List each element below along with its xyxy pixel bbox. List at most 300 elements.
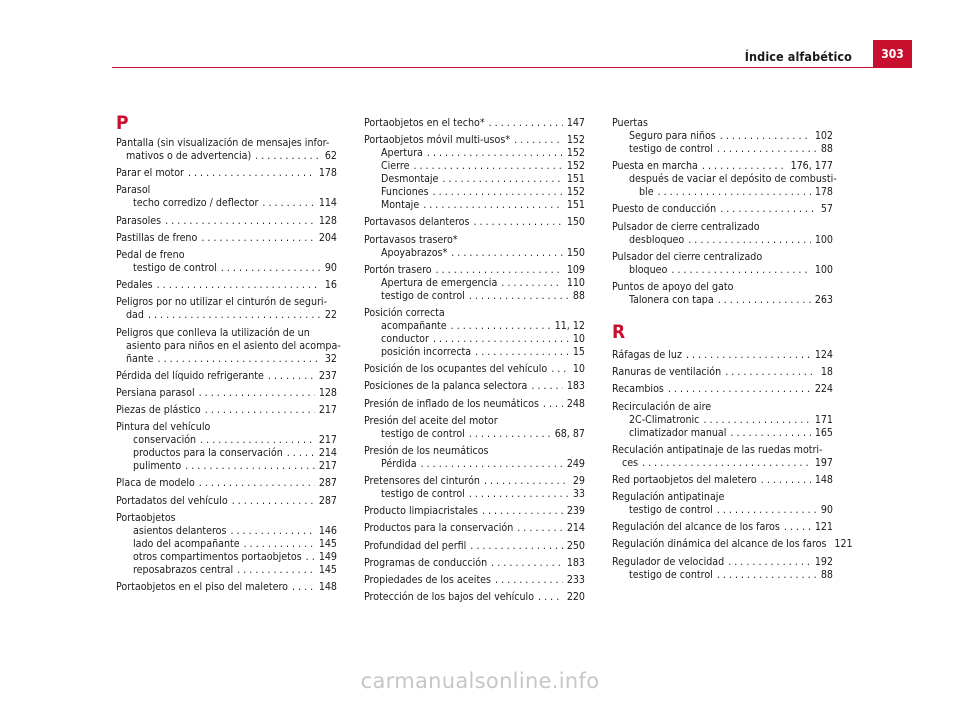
- index-entry: [612, 491, 833, 517]
- index-term-label: Portavasos delanteros: [364, 216, 470, 229]
- index-entry-text: Recirculación de aire: [612, 400, 712, 413]
- page-reference: 16: [324, 279, 337, 292]
- index-entry: [612, 203, 833, 216]
- index-entry: [364, 415, 585, 441]
- index-term-label: Regulador de velocidad: [612, 555, 725, 568]
- dot-leader: [668, 383, 811, 396]
- page-reference: 151: [566, 199, 585, 212]
- dot-leader: [451, 247, 563, 260]
- header-divider: [112, 67, 873, 68]
- index-entry-text: después de vaciar el depósito de combusti-: [629, 173, 837, 186]
- index-entry-text: Presión de los neumáticos: [364, 444, 489, 457]
- dot-leader: [201, 232, 315, 245]
- dot-leader: [306, 551, 315, 564]
- dot-leader: [469, 290, 569, 303]
- index-term-label: Portaobjetos móvil multi-usos*: [364, 134, 511, 147]
- index-term: [364, 134, 585, 147]
- index-entry: [364, 216, 585, 229]
- index-term: [612, 521, 833, 534]
- page-reference: 165: [814, 426, 833, 439]
- page-reference: 192: [814, 555, 833, 568]
- section-letter: P: [116, 112, 129, 134]
- index-subterm: [612, 234, 833, 247]
- page-reference: 88: [572, 289, 585, 302]
- dot-leader: [433, 186, 563, 199]
- index-term-label: Regulación del alcance de los faros: [612, 521, 780, 534]
- index-entry-text: Pantalla (sin visualización de mensajes infor-: [116, 137, 330, 149]
- index-term-label: testigo de control: [381, 289, 465, 302]
- index-entry: [612, 401, 833, 440]
- index-entry: [364, 522, 585, 535]
- index-entry: [364, 363, 585, 376]
- dot-leader: [473, 216, 562, 229]
- index-entry-text: Portavasos trasero*: [364, 233, 458, 246]
- index-term-label: testigo de control: [381, 427, 465, 440]
- index-term: [116, 232, 337, 245]
- index-entry: [116, 370, 337, 383]
- dot-leader: [482, 505, 563, 518]
- index-entry-text: Puntos de apoyo del gato: [612, 280, 734, 293]
- index-term: [364, 505, 585, 518]
- index-entry: [612, 221, 833, 247]
- index-term-label: Posiciones de la palanca selectora: [364, 380, 528, 393]
- dot-leader: [717, 569, 817, 582]
- dot-leader: [720, 130, 811, 143]
- page-reference: 109: [566, 263, 585, 276]
- index-subterm: [116, 262, 337, 275]
- index-term: [116, 581, 337, 594]
- dot-leader: [538, 591, 563, 604]
- page-reference: 22: [324, 309, 337, 322]
- index-term-label: Puesta en marcha: [612, 160, 698, 173]
- page-reference: 152: [566, 147, 585, 160]
- dot-leader: [688, 234, 811, 247]
- index-entry: [612, 251, 833, 277]
- dot-leader: [421, 458, 563, 471]
- index-entry: [116, 495, 337, 508]
- index-column-1: [116, 112, 341, 598]
- dot-leader: [686, 349, 811, 362]
- index-entry: [116, 477, 337, 490]
- dot-leader: [205, 404, 315, 417]
- index-entry-text: Pintura del vehículo: [116, 421, 211, 434]
- page-reference: 249: [566, 457, 585, 470]
- page-reference: 90: [820, 504, 833, 517]
- index-entry: [116, 296, 337, 322]
- index-term-label: Portón trasero: [364, 263, 432, 276]
- dot-leader: [501, 277, 563, 290]
- index-entry: [116, 512, 337, 577]
- index-entry: [116, 387, 337, 400]
- index-subterm: [364, 333, 585, 346]
- index-subterm: [364, 199, 585, 212]
- index-entry: [612, 521, 833, 534]
- index-term-label: Portaobjetos en el techo*: [364, 117, 485, 129]
- index-term: [612, 203, 833, 216]
- index-term-label: Puesto de conducción: [612, 203, 717, 216]
- dot-leader: [718, 294, 811, 307]
- index-term: [116, 387, 337, 400]
- index-subterm: [612, 264, 833, 277]
- index-entry: [612, 366, 833, 379]
- index-term: [612, 474, 833, 487]
- page-reference: 32: [324, 352, 337, 365]
- dot-leader: [188, 167, 315, 180]
- index-term: [364, 522, 585, 535]
- page-reference: 176, 177: [790, 160, 833, 173]
- page-reference: 233: [566, 574, 585, 586]
- index-term: [612, 538, 853, 551]
- index-term-label: Portaobjetos en el piso del maletero: [116, 581, 288, 593]
- dot-leader: [200, 434, 315, 447]
- index-term-label: testigo de control: [629, 504, 713, 517]
- index-term-label: ble: [639, 186, 654, 199]
- page-reference: 15: [572, 345, 585, 358]
- index-term-label: Seguro para niños: [629, 130, 716, 142]
- page-reference: 121: [814, 521, 833, 534]
- page-reference: 100: [814, 233, 833, 246]
- index-entry: [364, 445, 585, 471]
- index-subterm: [612, 569, 833, 582]
- index-term-label: dad: [126, 309, 144, 322]
- index-term-label: conservación: [133, 434, 197, 447]
- index-term-label: Ráfagas de luz: [612, 348, 682, 361]
- dot-leader: [491, 557, 563, 570]
- index-term-label: Parar el motor: [116, 167, 184, 180]
- index-entry: [116, 232, 337, 245]
- index-term-label: Pérdida: [381, 457, 417, 470]
- index-subterm: [612, 294, 833, 307]
- page-reference: 178: [318, 167, 337, 180]
- dot-leader: [268, 370, 315, 383]
- index-term-label: Pastillas de freno: [116, 231, 198, 244]
- index-term-label: Protección de los bajos del vehículo: [364, 591, 535, 604]
- dot-leader: [720, 203, 817, 216]
- dot-leader: [543, 398, 563, 411]
- index-term-label: reposabrazos central: [133, 563, 234, 576]
- index-term-label: Apoyabrazos*: [381, 246, 448, 259]
- dot-leader: [469, 488, 569, 501]
- dot-leader: [531, 380, 562, 393]
- dot-leader: [232, 495, 315, 508]
- page-reference: 248: [566, 397, 585, 410]
- index-term-label: conductor: [381, 332, 429, 345]
- dot-leader: [725, 366, 817, 379]
- index-term: [612, 160, 833, 173]
- index-term-label: otros compartimentos portaobjetos: [133, 550, 302, 563]
- index-entry-text: Portaobjetos: [116, 511, 176, 524]
- index-entry: [612, 444, 833, 470]
- index-entry: [612, 281, 833, 307]
- dot-leader: [157, 279, 321, 292]
- index-term-label: techo corredizo / deflector: [133, 197, 259, 210]
- index-term-label: Placa de modelo: [116, 477, 195, 490]
- dot-leader: [489, 117, 563, 130]
- index-term-label: testigo de control: [629, 143, 713, 155]
- index-entry: [116, 249, 337, 275]
- index-entry: [364, 380, 585, 393]
- index-subterm: [116, 525, 337, 538]
- index-subterm: [364, 277, 585, 290]
- page-reference: 287: [318, 494, 337, 507]
- index-subterm: [612, 186, 833, 199]
- index-subterm: [612, 130, 833, 143]
- index-subterm: [364, 290, 585, 303]
- index-entry: [116, 404, 337, 417]
- page-reference: 178: [814, 186, 833, 199]
- index-term-label: ces: [622, 456, 639, 469]
- index-term: [612, 366, 833, 379]
- page-reference: 217: [318, 460, 337, 473]
- page-reference: 102: [814, 130, 833, 142]
- index-subterm: [116, 564, 337, 577]
- page-reference: 128: [318, 214, 337, 227]
- index-entry: [364, 264, 585, 303]
- dot-leader: [199, 387, 315, 400]
- index-term-label: asientos delanteros: [133, 524, 227, 537]
- index-entry-text: Posición correcta: [364, 306, 445, 319]
- dot-leader: [642, 457, 811, 470]
- index-term-label: Parasoles: [116, 214, 162, 227]
- page-reference: 171: [814, 413, 833, 426]
- index-entry-text: Pedal de freno: [116, 248, 185, 261]
- dot-leader: [671, 264, 810, 277]
- page-reference: 10: [572, 332, 585, 345]
- dot-leader: [728, 556, 811, 569]
- index-term: [364, 591, 585, 604]
- index-term-label: Pretensores del cinturón: [364, 475, 480, 488]
- index-subterm: [364, 186, 585, 199]
- index-term-label: Propiedades de los aceites: [364, 574, 492, 586]
- watermark: carmanualsonline.info: [360, 669, 600, 693]
- dot-leader: [551, 363, 569, 376]
- index-subterm: [364, 346, 585, 359]
- page-reference: 150: [566, 246, 585, 259]
- dot-leader: [427, 147, 563, 160]
- index-term: [364, 398, 585, 411]
- index-term-label: acompañante: [381, 319, 447, 332]
- index-term-label: Ranuras de ventilación: [612, 366, 722, 379]
- page-reference: 237: [318, 369, 337, 382]
- index-entry-text: Regulación antipatinaje: [612, 491, 725, 504]
- index-term: [364, 363, 585, 376]
- index-term-label: Pérdida del líquido refrigerante: [116, 369, 264, 382]
- index-term: [364, 574, 585, 587]
- index-term-label: Regulación dinámica del alcance de los faros: [612, 538, 827, 551]
- page-header-title: Índice alfabético: [744, 49, 852, 64]
- page-reference: 145: [318, 563, 337, 576]
- index-term-label: Piezas de plástico: [116, 404, 201, 417]
- index-term-label: Recambios: [612, 383, 664, 396]
- dot-leader: [703, 414, 810, 427]
- index-term: [116, 404, 337, 417]
- dot-leader: [702, 160, 787, 173]
- page-reference: 57: [820, 203, 833, 216]
- index-term-label: Apertura de emergencia: [381, 276, 498, 289]
- index-term: [364, 557, 585, 570]
- page-reference: 149: [318, 550, 337, 563]
- index-subterm: [116, 353, 337, 366]
- dot-leader: [469, 428, 551, 441]
- page-reference: 88: [820, 568, 833, 581]
- page-reference: 250: [566, 539, 585, 552]
- dot-leader: [413, 160, 562, 173]
- dot-leader: [158, 353, 321, 366]
- dot-leader: [292, 581, 315, 594]
- index-subterm: [612, 414, 833, 427]
- index-term-label: Presión de inflado de los neumáticos: [364, 397, 539, 410]
- dot-leader: [199, 477, 315, 490]
- index-term: [364, 216, 585, 229]
- dot-leader: [514, 134, 563, 147]
- index-entry-text: Puertas: [612, 117, 648, 129]
- page-reference: 152: [566, 186, 585, 199]
- index-subterm: [612, 457, 833, 470]
- dot-leader: [423, 199, 563, 212]
- index-entry-text: Pulsador del cierre centralizado: [612, 250, 763, 263]
- index-term-label: Desmontaje: [381, 173, 439, 186]
- page-reference: 217: [318, 404, 337, 417]
- index-term-label: Funciones: [381, 186, 429, 199]
- index-entry-text: Pulsador de cierre centralizado: [612, 220, 760, 233]
- index-term: [364, 475, 585, 488]
- index-term-label: bloqueo: [629, 263, 668, 276]
- page-reference: 68, 87: [554, 427, 585, 440]
- index-entry: [116, 184, 337, 210]
- index-subterm: [612, 504, 833, 517]
- index-entry: [116, 421, 337, 473]
- index-term-label: Profundidad del perfil: [364, 539, 467, 552]
- index-entry: [116, 326, 341, 366]
- index-subterm: [364, 320, 585, 333]
- page-reference: 151: [566, 173, 585, 186]
- index-column-3: [612, 117, 853, 586]
- index-subterm: [364, 173, 585, 186]
- index-entry: [612, 556, 833, 582]
- dot-leader: [244, 538, 315, 551]
- index-term: [364, 380, 585, 393]
- index-subterm: [364, 458, 585, 471]
- index-entry: [364, 117, 585, 130]
- index-entry: [612, 538, 853, 551]
- index-term-label: Programas de conducción: [364, 556, 488, 569]
- page-reference: 146: [318, 524, 337, 537]
- index-subterm: [116, 447, 337, 460]
- page-reference: 263: [814, 293, 833, 306]
- index-subterm: [116, 197, 337, 210]
- index-subterm: [116, 150, 337, 163]
- page-reference: 29: [572, 475, 585, 488]
- index-term-label: Cierre: [381, 160, 410, 173]
- index-term-label: Persiana parasol: [116, 386, 195, 399]
- dot-leader: [148, 309, 321, 322]
- page-reference: 10: [572, 363, 585, 376]
- index-entry: [364, 540, 585, 553]
- page-reference: 114: [318, 197, 337, 210]
- index-term: [116, 477, 337, 490]
- page-reference: 145: [318, 537, 337, 550]
- index-column-2: [364, 117, 585, 608]
- index-entry: [612, 474, 833, 487]
- dot-leader: [255, 150, 321, 163]
- page-reference: 11, 12: [554, 319, 585, 332]
- page-reference: 152: [566, 134, 585, 147]
- dot-leader: [495, 574, 563, 587]
- index-term: [116, 215, 337, 228]
- index-term-label: Red portaobjetos del maletero: [612, 473, 757, 486]
- index-term-label: 2C-Climatronic: [629, 413, 700, 426]
- index-subterm: [612, 427, 833, 440]
- dot-leader: [237, 564, 315, 577]
- index-entry: [612, 117, 833, 156]
- index-entry-text: Presión del aceite del motor: [364, 414, 498, 427]
- index-entry-text: Peligros por no utilizar el cinturón de seguri-: [116, 296, 328, 309]
- index-term-label: Talonera con tapa: [629, 293, 714, 306]
- index-term: [364, 264, 585, 277]
- index-entry: [364, 398, 585, 411]
- page-reference: 152: [566, 160, 585, 173]
- page-reference: 224: [814, 383, 833, 396]
- index-entry: [116, 167, 337, 180]
- page-reference: 287: [318, 477, 337, 490]
- page-reference: 128: [318, 386, 337, 399]
- index-term-label: mativos o de advertencia): [126, 150, 252, 162]
- page-reference: 204: [318, 231, 337, 244]
- dot-leader: [442, 173, 562, 186]
- index-entry: [364, 234, 585, 260]
- page-reference: 150: [566, 216, 585, 229]
- dot-leader: [761, 474, 811, 487]
- index-term-label: desbloqueo: [629, 233, 685, 246]
- index-term-label: ñante: [126, 352, 154, 365]
- index-entry: [364, 591, 585, 604]
- index-entry: [364, 307, 585, 359]
- dot-leader: [436, 264, 563, 277]
- index-entry: [116, 137, 337, 163]
- section-letter: R: [612, 320, 626, 343]
- index-entry-text: asiento para niños en el asiento del acompa-: [126, 339, 341, 352]
- index-subterm: [364, 147, 585, 160]
- index-entry-text: Peligros que conlleva la utilización de un: [116, 326, 310, 339]
- dot-leader: [221, 262, 321, 275]
- index-term: [364, 540, 585, 553]
- page-reference: 18: [820, 366, 833, 379]
- page-reference: 183: [566, 380, 585, 393]
- page-reference: 100: [814, 263, 833, 276]
- index-subterm: [116, 460, 337, 473]
- page-reference: 88: [820, 143, 833, 155]
- index-term-label: productos para la conservación: [133, 447, 283, 460]
- page-reference: 214: [318, 447, 337, 460]
- page-reference: 110: [566, 276, 585, 289]
- index-term-label: testigo de control: [133, 261, 217, 274]
- index-subterm: [364, 488, 585, 501]
- page-number: 303: [873, 40, 912, 68]
- page-reference: 124: [814, 348, 833, 361]
- index-subterm: [116, 538, 337, 551]
- index-term-label: testigo de control: [629, 568, 713, 581]
- page-reference: 148: [318, 581, 337, 593]
- dot-leader: [784, 521, 811, 534]
- index-term-label: testigo de control: [381, 488, 465, 501]
- index-entry: [364, 475, 585, 501]
- dot-leader: [484, 475, 569, 488]
- page-reference: 62: [324, 150, 337, 162]
- dot-leader: [717, 504, 817, 517]
- index-term: [116, 495, 337, 508]
- index-term-label: Pedales: [116, 279, 153, 292]
- index-entry: [364, 134, 585, 212]
